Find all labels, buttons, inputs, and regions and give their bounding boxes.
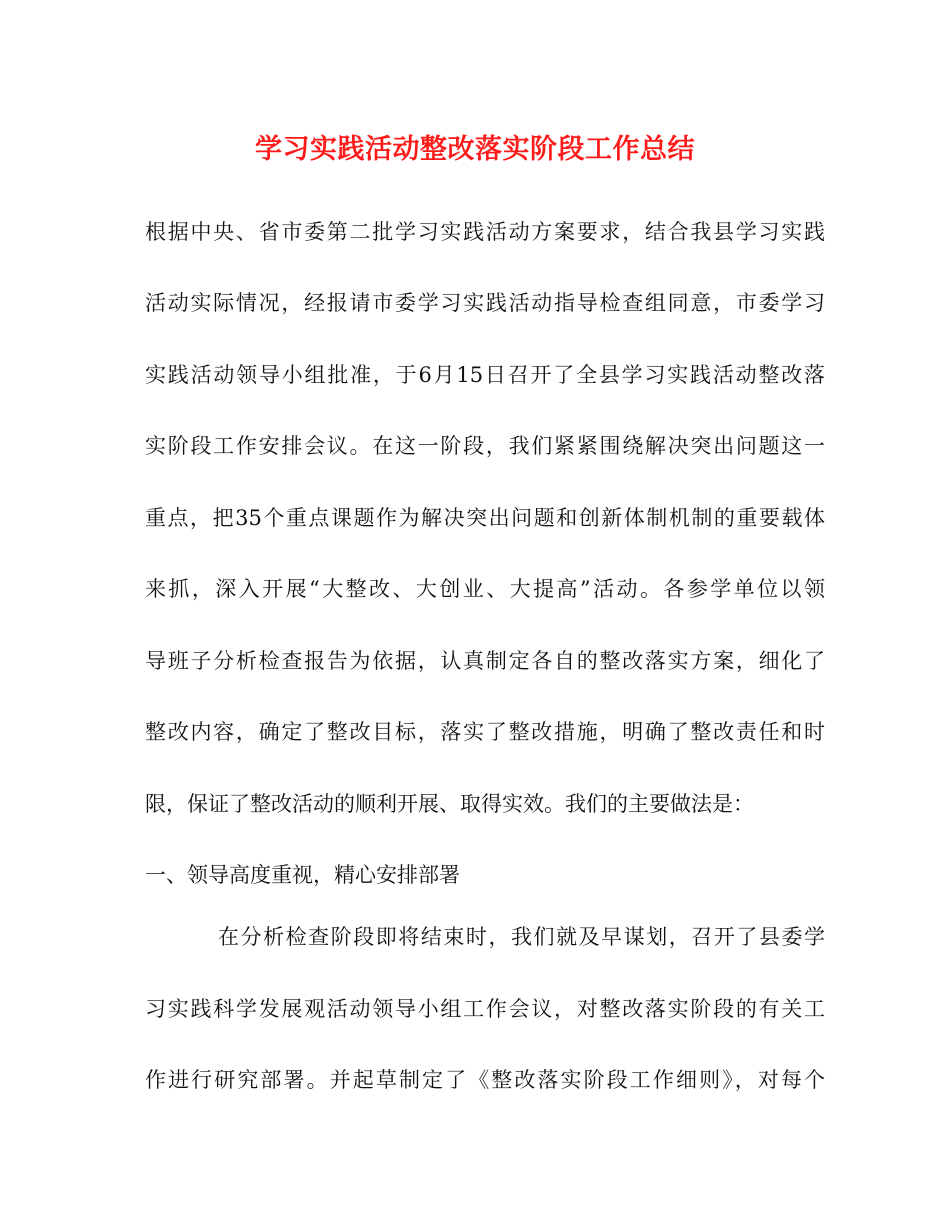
paragraph-line: 活动实际情况，经报请市委学习实践活动指导检查组同意，市委学习: [145, 291, 825, 315]
paragraph-line: 实践活动领导小组批准，于6月15日召开了全县学习实践活动整改落: [145, 363, 825, 387]
document-title: 学习实践活动整改落实阶段工作总结: [255, 134, 695, 165]
paragraph-line: 习实践科学发展观活动领导小组工作会议，对整改落实阶段的有关工: [145, 997, 825, 1021]
paragraph-line: 实阶段工作安排会议。在这一阶段，我们紧紧围绕解决突出问题这一: [145, 434, 825, 458]
section-heading: 一、领导高度重视，精心安排部署: [145, 863, 460, 887]
paragraph-line-last: 限，保证了整改活动的顺利开展、取得实效。我们的主要做法是：: [145, 792, 754, 816]
paragraph-line: 整改内容，确定了整改目标，落实了整改措施，明确了整改责任和时: [145, 720, 825, 744]
paragraph-line: 来抓，深入开展“大整改、大创业、大提高”活动。各参学单位以领: [145, 577, 825, 601]
paragraph-line: 根据中央、省市委第二批学习实践活动方案要求，结合我县学习实践: [145, 220, 825, 244]
paragraph-line-indented: 在分析检查阶段即将结束时，我们就及早谋划，召开了县委学: [218, 925, 825, 949]
paragraph-line: 作进行研究部署。并起草制定了《整改落实阶段工作细则》，对每个: [145, 1068, 825, 1092]
paragraph-line: 重点，把35个重点课题作为解决突出问题和创新体制机制的重要载体: [145, 506, 825, 530]
paragraph-line: 导班子分析检查报告为依据，认真制定各自的整改落实方案，细化了: [145, 649, 825, 673]
